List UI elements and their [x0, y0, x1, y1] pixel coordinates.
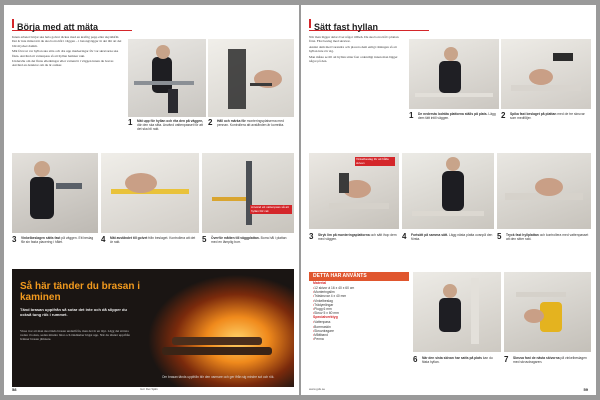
intro-paragraph: Innan arbetet börjar ska hela golvet täckas med en kraftig papp eller skyddsfilt. Det är inte minst när du ska borra hål i väggen – i betongväggar är det lätt att det blir mycket damm.	[12, 35, 122, 48]
step-number: 4	[402, 232, 407, 241]
material-item: • Skruv 5 x 60 mm	[309, 311, 409, 315]
intro-paragraph: Mät först ut var hyllan ska sitta och dra upp markeringar för var skruvarna ska fästa. Använd ett vattenpass så att hyllan hamnar rakt.	[12, 49, 119, 58]
step-caption-text: på väggen. Ett beslag får sin fasta placering i hålet.	[21, 236, 94, 245]
left-heading-text: Börja med att mäta	[17, 22, 99, 32]
page-number: 59	[583, 387, 588, 392]
step-2-photo	[208, 39, 294, 117]
step-caption-text: Lägg nästa platta ovanpå den första.	[411, 233, 493, 242]
step-3-photo	[309, 153, 399, 229]
intro-paragraph: När man lägger delar över något tillbeh. Du ska borra hål i plattan först. Fäst beslag med skruvar.	[309, 35, 399, 44]
step-caption	[217, 119, 293, 127]
step-number: 6	[413, 355, 418, 364]
material-item: • Monteringslim	[309, 290, 409, 294]
step-number: 3	[309, 232, 314, 241]
step-number: 2	[208, 118, 213, 127]
step-number: 3	[12, 235, 17, 244]
right-intro	[309, 35, 405, 64]
fire-box-text: Vissa tror att man ska tända brasan underifrån, men det är en myt. Lägg det största veden i botten, sedan mindre bitar och tändkuber högst upp. När du tänder uppifrån brinner brasan jämnare.	[20, 329, 130, 342]
hand-marking-illustration	[208, 39, 294, 117]
photo-label: Vinkelbeslag för att hålla skivan	[355, 157, 395, 166]
step-caption	[21, 236, 97, 244]
step-3-photo	[12, 153, 98, 233]
page-footer: www.gds.se	[309, 387, 326, 391]
step-caption	[110, 236, 198, 244]
step-caption-text: Lägg dem tätt intill väggen.	[418, 112, 496, 121]
step-caption-bold: Mät avståndet till golvet	[110, 236, 148, 240]
step-caption-bold: Fortsätt på samma sätt.	[411, 233, 449, 237]
worker-kneeling-shelf-illustration	[413, 272, 501, 352]
heading-accent-bar	[12, 19, 14, 28]
materials-heading: Material	[313, 281, 327, 285]
step-caption-bold: Skruva fast de nästa skivorna	[513, 356, 560, 360]
hammering-illustration	[501, 39, 591, 109]
step-7-photo	[504, 272, 591, 352]
step-caption-bold: De nedersta lodräta plattorna ställs på plats.	[418, 112, 488, 116]
step-caption-text: monteringsplatserna med pennan. Kontrollera att avstånden är korrekta.	[217, 119, 285, 128]
material-item: • Plugg 6 mm	[309, 307, 409, 311]
level-illustration	[202, 153, 294, 233]
intro-paragraph: Undersök om det finns elledningar eller vattenrör i väggen innan du borrar. Använd en detektor om du är osäker.	[12, 59, 114, 68]
materials-box-title: DETTA HAR ANVÄNTS	[309, 272, 409, 281]
step-4-photo	[101, 153, 199, 233]
step-caption-bold: Spika fast beslaget på plattan	[510, 112, 557, 116]
step-caption	[418, 112, 498, 120]
step-caption-text: där den ska sitta. Använd vattenpasset för att det ska bli rakt.	[137, 123, 203, 132]
worker-illustration	[128, 39, 206, 117]
fireplace-tip-box	[12, 269, 294, 387]
fire-box-title: Så här tänder du brasan i kaminen	[20, 281, 141, 303]
tool-item: • Borrmaskin	[309, 325, 409, 329]
step-6-photo	[413, 272, 501, 352]
right-heading	[309, 17, 429, 31]
step-caption-text: och kontrollera med vattenpasset att den sitter rakt.	[506, 233, 589, 242]
step-number: 5	[497, 232, 502, 241]
tool-item: • Skruvdragare	[309, 329, 409, 333]
step-caption	[411, 233, 493, 241]
pressing-board-illustration	[497, 153, 591, 229]
step-4-photo	[402, 153, 494, 229]
step-caption	[513, 356, 591, 364]
intro-paragraph: Man måste se till att hyllan sitter fast ordentligt innan man lägger något på den.	[309, 54, 398, 64]
photo-label: Använd ett vattenpass så att hyllan blir rak	[250, 205, 292, 214]
step-caption-bold: Överför måtten till väggplattan.	[211, 236, 260, 240]
fire-box-caption: Om brasan tänds uppifrån blir den varmare och ger ifrån sig mindre sot och rök.	[162, 375, 275, 379]
step-caption	[506, 233, 590, 241]
step-caption-text: Borra hål i plattan med en lämplig borr.	[211, 236, 287, 245]
worker-drilling-illustration	[12, 153, 98, 233]
step-number: 1	[409, 111, 414, 120]
step-caption-text: från beslaget. Kontrollera att det är rakt.	[110, 236, 196, 245]
magazine-spread	[4, 5, 596, 395]
material-item: • 12 skivor á 16 x 40 x 60 cm	[309, 286, 409, 290]
step-caption-text: kan du fästa hyllan.	[422, 356, 493, 365]
material-item: • Träskruvar 4 x 40 mm	[309, 294, 409, 298]
materials-box	[309, 272, 409, 388]
step-number: 7	[504, 355, 509, 364]
step-caption-bold: Mät upp för hyllan och rita den på väggen,	[137, 119, 204, 123]
step-number: 2	[501, 111, 506, 120]
intro-paragraph: Anslut dem med varandra och placera dem enligt ritningen så att hyllan inte rör sig.	[309, 44, 397, 54]
step-caption-text: och sätt ihop dem med väggen.	[318, 233, 397, 242]
step-caption-bold: När den sista skivan har satts på plats	[422, 356, 482, 360]
screwdriver-illustration	[504, 272, 591, 352]
heading-accent-bar	[309, 19, 311, 28]
step-caption	[510, 112, 590, 120]
step-5-photo	[202, 153, 294, 233]
step-5-photo	[497, 153, 591, 229]
step-caption-bold: Tryck fast hyllplattan	[506, 233, 539, 237]
left-heading	[12, 17, 132, 31]
page-footer: Gör Det Själv	[140, 387, 158, 391]
step-2-photo	[501, 39, 591, 109]
step-caption	[318, 233, 398, 241]
step-1-photo	[409, 39, 499, 109]
step-caption-bold: Vinkelbeslagen sätts fast	[21, 236, 61, 240]
step-caption	[422, 356, 500, 364]
right-page	[301, 5, 596, 395]
step-caption	[137, 119, 205, 131]
tools-heading: Specialverktyg	[313, 315, 338, 320]
step-1-photo	[128, 39, 206, 117]
worker-standing-illustration	[402, 153, 494, 229]
tool-item: • Penna	[309, 337, 409, 341]
step-number: 1	[128, 118, 133, 127]
left-intro	[12, 35, 124, 69]
measuring-tape-illustration	[101, 153, 199, 233]
step-number: 4	[101, 235, 106, 244]
step-caption-text: med de tre skruvar som medföljer.	[510, 112, 585, 121]
step-caption-text: på vinkelbeslagen med skruvdragaren.	[513, 356, 587, 365]
step-caption-bold: Håll och märka för	[217, 119, 246, 123]
material-item: • Vinkelbeslag	[309, 299, 409, 303]
step-number: 5	[202, 235, 207, 244]
step-caption-bold: Stryk lim på monteringsplattorna	[318, 233, 370, 237]
step-caption	[211, 236, 293, 244]
tool-item: • Måttband	[309, 333, 409, 337]
tool-item: • Vattenpass	[309, 320, 409, 324]
page-number: 58	[12, 387, 17, 392]
material-item: • Trädymlingar	[309, 303, 409, 307]
left-page	[4, 5, 299, 395]
right-heading-text: Sätt fast hyllan	[314, 22, 379, 32]
kneeling-worker-illustration	[409, 39, 499, 109]
fire-box-subtitle: Tänd brasan uppifrån så sotar det inte och då slipper du också tung rök i rummet.	[20, 307, 127, 317]
